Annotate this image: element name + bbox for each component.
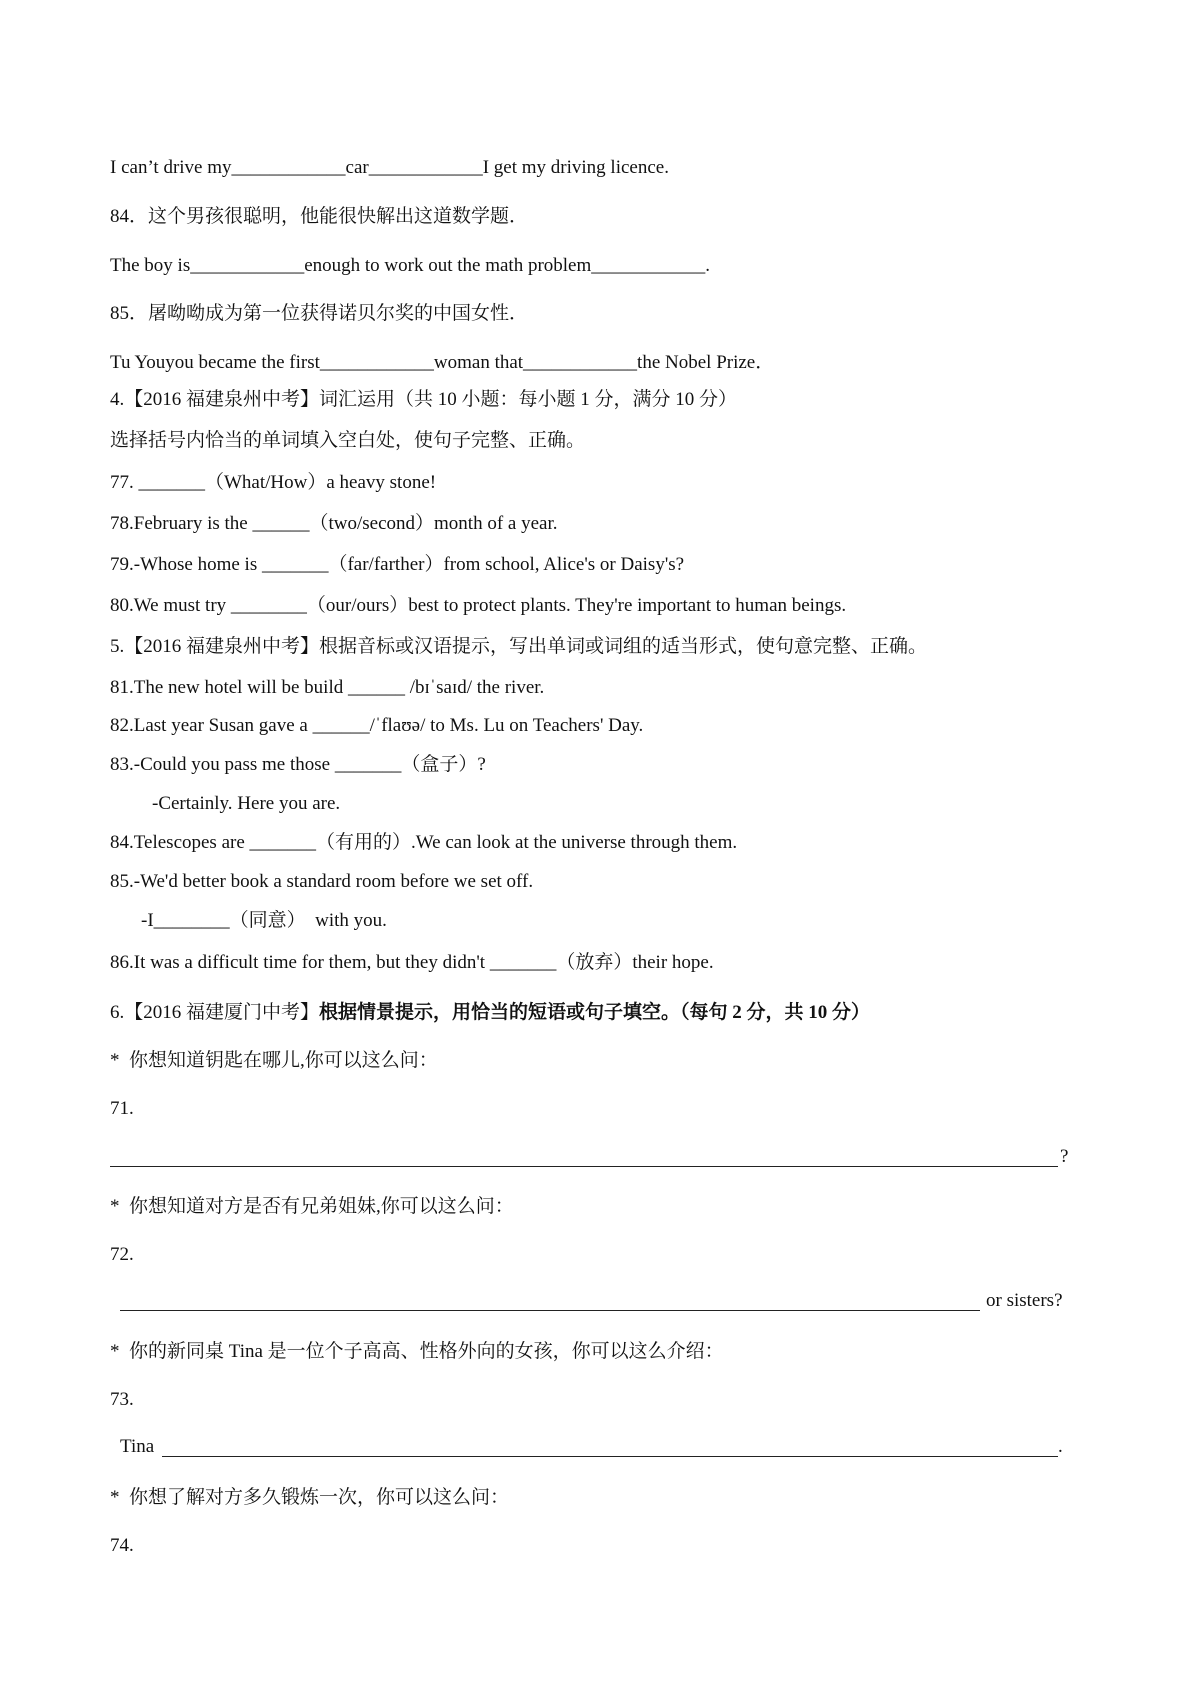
- question-80: 80.We must try ________（our/ours）best to protect plants. They're important to human beings.: [110, 595, 847, 616]
- answer-71-end: ?: [1060, 1146, 1069, 1167]
- question-83: 83.-Could you pass me those _______（盒子）?: [110, 754, 486, 775]
- section-6-title: 根据情景提示，用恰当的短语或句子填空。（每句 2 分，共 10 分）: [319, 1002, 871, 1023]
- question-77: 77. _______（What/How）a heavy stone!: [110, 472, 437, 493]
- section-4-heading: 4.【2016 福建泉州中考】词汇运用（共 10 小题：每小题 1 分，满分 10 分）: [110, 389, 738, 410]
- answer-73-start: Tina: [120, 1436, 155, 1457]
- prompt-74: * 你想了解对方多久锻炼一次，你可以这么问：: [110, 1487, 510, 1508]
- question-81: 81.The new hotel will be build ______ /bɪˈsaɪd/ the river.: [110, 677, 545, 698]
- question-85: 85.-We'd better book a standard room before we set off.: [110, 871, 534, 892]
- question-83-reply: -Certainly. Here you are.: [152, 793, 341, 814]
- section-6-prefix: 6.【2016 福建厦门中考】: [110, 1002, 320, 1023]
- question-84-english: The boy is____________enough to work out the math problem____________.: [110, 255, 711, 276]
- answer-73-end: .: [1058, 1436, 1063, 1457]
- question-84: 84.Telescopes are _______（有用的）.We can look at the universe through them.: [110, 832, 738, 853]
- prompt-72: * 你想知道对方是否有兄弟姐妹,你可以这么问：: [110, 1196, 514, 1217]
- question-number-71: 71.: [110, 1098, 134, 1119]
- question-82: 82.Last year Susan gave a ______/ˈflaʊə/ to Ms. Lu on Teachers' Day.: [110, 715, 644, 736]
- answer-line-71[interactable]: [110, 1166, 1058, 1167]
- prompt-71: * 你想知道钥匙在哪儿,你可以这么问：: [110, 1050, 438, 1071]
- answer-line-73[interactable]: [162, 1456, 1058, 1457]
- question-78: 78.February is the ______（two/second）month of a year.: [110, 513, 558, 534]
- section-5-heading: 5.【2016 福建泉州中考】根据音标或汉语提示，写出单词或词组的适当形式，使句意完整、正确。: [110, 636, 928, 657]
- question-85-chinese: 85．屠呦呦成为第一位获得诺贝尔奖的中国女性．: [110, 303, 529, 324]
- prompt-73: * 你的新同桌 Tina 是一位个子高高、性格外向的女孩，你可以这么介绍：: [110, 1341, 724, 1362]
- question-number-74: 74.: [110, 1535, 134, 1556]
- exercise-line: I can’t drive my____________car____________I get my driving licence.: [110, 157, 669, 178]
- question-number-72: 72.: [110, 1244, 134, 1265]
- question-86: 86.It was a difficult time for them, but they didn't _______（放弃）their hope.: [110, 952, 714, 973]
- section-6-heading: [110, 1001, 870, 1025]
- question-85-english: Tu Youyou became the first____________woman that____________the Nobel Prize．: [110, 352, 775, 373]
- answer-line-72[interactable]: [120, 1310, 980, 1311]
- question-number-73: 73.: [110, 1389, 134, 1410]
- section-4-instruction: 选择括号内恰当的单词填入空白处，使句子完整、正确。: [110, 430, 586, 451]
- answer-72-end: or sisters?: [986, 1290, 1063, 1311]
- question-85-reply: -I________（同意） with you.: [141, 910, 387, 931]
- question-84-chinese: 84．这个男孩很聪明，他能很快解出这道数学题．: [110, 206, 529, 227]
- question-79: 79.-Whose home is _______（far/farther）from school, Alice's or Daisy's?: [110, 554, 685, 575]
